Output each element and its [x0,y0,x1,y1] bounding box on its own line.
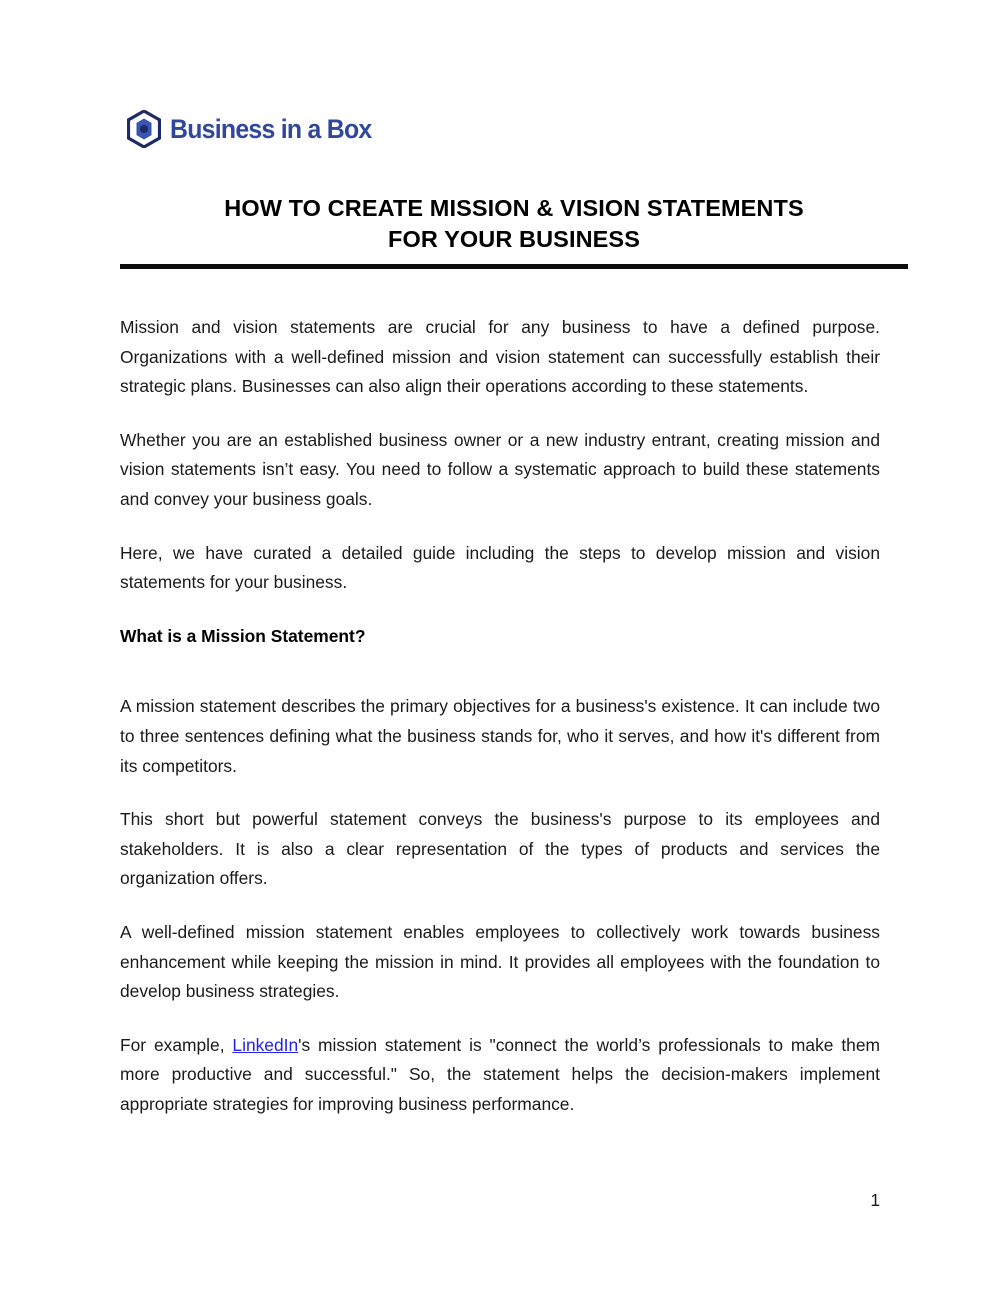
paragraph-mission-example [120,1031,880,1120]
example-text-after-link: 's mission statement is "connect the world’s professionals to make them more productive and successful." So, the statement helps the decision-makers implement appropriate strategies for improving business performance. [120,1034,880,1114]
page-title [120,193,908,255]
paragraph-mission-3: A well-defined mission statement enables employees to collectively work towards business enhancement while keeping the mission in mind. It provides all employees with the foundation to develop business strategies. [120,921,880,1002]
document-body [120,313,880,1119]
linkedin-link[interactable]: LinkedIn [232,1034,299,1055]
paragraph-mission-1: A mission statement describes the primary objectives for a business's existence. It can include two to three sentences defining what the business stands for, who it serves, and how it's different from its competitors. [120,696,880,776]
paragraph-intro-2: Whether you are an established business owner or a new industry entrant, creating mission and vision statements isn’t easy. You need to follow a systematic approach to build these statements and convey your business goals. [120,429,880,509]
hexagon-logo-icon [127,110,161,148]
brand-name: Business in a Box [170,113,372,144]
heading-spacer [120,651,880,692]
title-divider [120,264,908,269]
page-number: 1 [870,1190,880,1210]
paragraph-mission-2: This short but powerful statement conveys the business's purpose to its employees and stakeholders. It is also a clear representation of the types of products and services the organization offers. [120,809,880,889]
section-heading-mission-statement: What is a Mission Statement? [120,625,366,646]
page-title-line-1: HOW TO CREATE MISSION & VISION STATEMENTS [224,195,804,221]
example-text-before-link: For example, [120,1034,233,1055]
page-title-line-2: FOR YOUR BUSINESS [388,226,640,252]
paragraph-intro-3: Here, we have curated a detailed guide including the steps to develop mission and vision statements for your business. [120,542,880,593]
paragraph-intro-1: Mission and vision statements are crucial for any business to have a defined purpose. Organizations with a well-defined mission and vision statement can successfully establish their strategic plans. Businesses can also align their operations according to these statements. [120,317,880,397]
brand-logo [127,108,389,150]
